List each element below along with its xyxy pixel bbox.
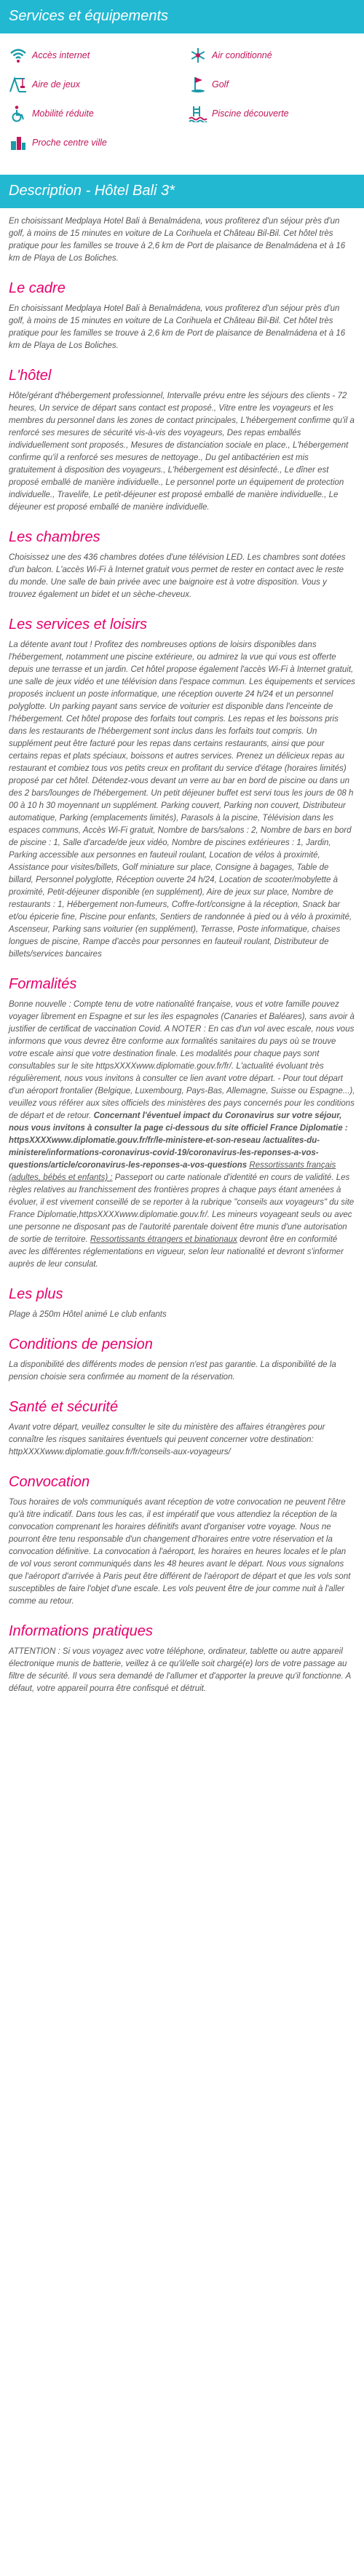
hotel-text: Hôte/gérant d'hébergement professionnel, Intervalle prévu entre les séjours des clients - 72 heures, Un service de départ sans contact est proposé., Vitre entre les voyageurs et les membres du personnel dans les zones de contact principales, L'hébergement confirme qu'il a renforcé ses mesures de sécurité vis-à-vis des voyageurs, Des repas emballés individuellement sont proposés., Mesures de distanciation sociale en place., L'hébergement confirme qu'il a renforcé ses mesures de nettoyage., Du gel antibactérien est mis gratuitement à disposition des voyageurs., L'hébergement est désinfecté., Le dîner est proposé emballé de manière individuelle., Le personnel porte un équipement de protection individuelle., Travelife, Le petit-déjeuner est proposé emballé de manière individuelle., Le déjeuner est proposé emballé de manière individuelle. bbox=[9, 392, 355, 512]
section-title-infos: Informations pratiques bbox=[9, 1623, 153, 1639]
conditions-text: La disponibilité des différents modes de pension n'est pas garantie. La disponibilité de la pension choisie sera confirmée au moment de la réservation. bbox=[9, 1360, 336, 1382]
services-title: Services et équipements bbox=[9, 8, 169, 24]
city-icon bbox=[9, 133, 28, 152]
amenity-label: Air conditionné bbox=[212, 50, 272, 60]
amenity-item bbox=[184, 41, 364, 70]
amenity-item bbox=[4, 128, 184, 157]
intro-text: En choisissant Medplaya Hotel Bali à Benalmádena, vous profiterez d'un séjour près d'un golf, à moins de 15 minutes en voiture de La Corihuela et Château Bil-Bil. Cet hôtel très pratique pour les familles se trouve à 2,6 km de Port de plaisance de Benalmádena et à 16 km de Playa de Los Boliches. bbox=[9, 217, 346, 263]
amenity-label: Golf bbox=[212, 79, 229, 90]
cadre-text: En choisissant Medplaya Hotel Bali à Benalmádena, vous profiterez d'un séjour près d'un golf, à moins de 15 minutes en voiture de La Corihuela et Château Bil-Bil. Cet hôtel très pratique pour les familles se trouve à 2,6 km de Port de plaisance de Benalmádena et à 16 km de Playa de Los Boliches. bbox=[9, 304, 346, 350]
amenity-label: Aire de jeux bbox=[32, 79, 81, 90]
section-title-plus: Les plus bbox=[9, 1286, 63, 1302]
amenity-item bbox=[4, 41, 184, 70]
section-title-hotel: L'hôtel bbox=[9, 368, 52, 384]
wifi-icon bbox=[9, 46, 28, 65]
section-title-formalites: Formalités bbox=[9, 976, 77, 992]
formalites-p3: devront être en conformité avec les différentes réglementations en vigueur, selon leur nationalité et devront s'informer auprès de leur consulat. bbox=[9, 1235, 344, 1269]
section-title-sante: Santé et sécurité bbox=[9, 1399, 119, 1415]
amenity-label: Mobilité réduite bbox=[32, 108, 94, 119]
description-content bbox=[0, 208, 364, 1695]
amenities-list bbox=[0, 33, 364, 162]
amenity-item bbox=[4, 70, 184, 99]
formalites-link-etrangers[interactable]: Ressortissants étrangers et binationaux bbox=[90, 1235, 237, 1244]
formalites-p1: Bonne nouvelle : Compte tenu de votre nationalité française, vous et votre famille pouvez voyager librement en Espagne et sur les iles espagnoles (Canaries et Baléares), sans avoir à justifier de certificat de vaccination Covid. A NOTER : En cas d'un vol avec escale, nous vous informons que vous devrez être conforme aux formalités sanitaires du pays où se trouve votre escale ainsi que votre destination finale. Les modalités pour chaque pays sont consultables sur le site httpsXXXXwww.diplomatie.gouv.fr/fr/. L'actualité évoluant très régulièrement, nous vous invitons à consulter ce lien avant votre départ. - Pour tout départ d'un aéroport frontalier (Belgique, Luxembourg, Pays-Bas, Allemagne, Suisse ou Espagne...), veuillez vous référer aux sites officiels des ministères des pays concernés pour les conditions de départ et de retour. bbox=[9, 1000, 355, 1120]
description-banner bbox=[0, 175, 364, 208]
plus-text: Plage à 250m Hôtel animé Le club enfants bbox=[9, 1310, 167, 1319]
section-title-chambres: Les chambres bbox=[9, 529, 100, 545]
infos-text: ATTENTION : Si vous voyagez avec votre téléphone, ordinateur, tablette ou autre appareil électronique munis de batterie, veillez à ce qu'il/elle soit chargé(e) lors de votre passage au filtre de sécurité. Il vous sera demandé de l'allumer et d'apporter la preuve qu'il fonctionne. A défaut, votre appareil pourra être confisqué et détruit. bbox=[9, 1647, 351, 1693]
sante-text: Avant votre départ, veuillez consulter le site du ministère des affaires étrangères pour connaître les risques sanitaires éventuels qui peuvent concerner votre destination: httpXXXXwww.diplomatie.gouv.fr/fr/conseils-aux-voyageurs/ bbox=[9, 1423, 325, 1457]
services-banner bbox=[0, 0, 364, 33]
loisirs-text: La détente avant tout ! Profitez des nombreuses options de loisirs disponibles dans l'hébergement, notamment une piscine extérieure, ou admirez la vue qui vous est offerte depuis une terrasse et un jardin. Cet hôtel propose également l'accès Wi-Fi à Internet gratuit, une salle de jeux vidéo et une télévision dans l'espace commun. Les équipements et services proposés incluent un poste informatique, une réception ouverte 24 h/24 et un personnel polyglotte. Un parking payant sans service de voiturier est disponible dans l'enceinte de l'hébergement. Cet hôtel propose des forfaits tout compris. Les repas et les boissons pris dans les restaurants de l'hébergement sont inclus dans les forfaits tout compris. Un supplément peut être facturé pour les repas dans certains restaurants, ainsi que pour certains repas et plats spéciaux, boissons et autres services. Prenez un délicieux repas au restaurant et combiez tous vos petits creux en profitant du service d'étage (horaires limités) proposé par cet hôtel. Détendez-vous devant un verre au bar en bord de piscine ou dans un des 2 bars/lounges de l'hébergement. Un petit déjeuner buffet est servi tous les jours de 08 h 00 à 10 h 30 moyennant un supplément. Parking couvert, Parking non couvert, Distributeur automatique, Parking (emplacements limités), Parasols à la piscine, Télévision dans les espaces communs, Accès Wi-Fi gratuit, Nombre de bars/salons : 2, Nombre de bars en bord de piscine : 1, Salle d'arcade/de jeux vidéo, Nombre de piscines extérieures : 1, Jardin, Parking accessible aux personnes en fauteuil roulant, Location de vélos à proximité, Assistance pour visites/billets, Golf miniature sur place, Consigne à bagages, Table de billard, Personnel polyglotte, Réception ouverte 24 h/24, Location de scooter/mobylette à proximité, Petit-déjeuner disponible (en supplément), Aire de jeux sur place, Nombre de restaurants : 1, Hébergement non-fumeurs, Coffre-fort/consigne à la réception, Snack bar et/ou épicerie fine, Piscine pour enfants, Sentiers de randonnée à pied ou à vélo à proximité, Ascenseur, Parking sans voiturier (en supplément), Terrasse, Poste informatique, chaises longues de piscine, Rampe d'accès pour personnes en fauteuil roulant, Distributeur de billets/services bancaires bbox=[9, 641, 355, 959]
chambres-text: Choisissez une des 436 chambres dotées d'une télévision LED. Les chambres sont dotées d'un balcon. L'accès Wi-Fi à Internet gratuit vous permet de rester en contact avec le reste du monde. Une salle de bain privée avec une baignoire est à votre disposition. Vous y trouvez également un bidet et un sèche-cheveux. bbox=[9, 553, 346, 599]
wheelchair-icon bbox=[9, 104, 28, 123]
convocation-text: Tous horaires de vols communiqués avant réception de votre convocation ne peuvent l'être qu'à titre indicatif. Dans tous les cas, il est impératif que vous attendiez la réception de la convocation comprenant les horaires définitifs avant d'organiser votre voyage. Nous ne pourront être tenu responsable d'un changement d'horaires entre votre réservation et la convocation définitive. La convocation à l'aéroport, les horaires en heures locales et le plan de vol vous seront communiqués dans les 48 heures avant le départ. Nous vous signalons que l'aéroport d'arrivée à Paris peut être différent de l'aéroport de départ et que les vols sont susceptibles de faire l'objet d'une escale. Les vols peuvent être de jour comme nuit à l'aller comme au retour. bbox=[9, 1498, 351, 1606]
golf-icon bbox=[189, 75, 207, 94]
amenity-item bbox=[184, 99, 364, 128]
description-title: Description - Hôtel Bali 3* bbox=[9, 183, 175, 199]
formalites-p2: Passeport ou carte nationale d'identité en cours de validité. Les règles relatives au franchissement des frontières propres à chaque pays étant amenées à évoluer, il est vivement conseillé de se reporter à la rubrique "conseils aux voyageurs" du site France Diplomatie,httpsXXXXwww.diplomatie.gouv.fr/. Les mineurs voyageant seuls ou avec une personne ne disposant pas de l'autorité parentale doivent être munis d'une autorisation de sortie de territoire. bbox=[9, 1173, 355, 1244]
amenity-label: Accès internet bbox=[32, 50, 90, 60]
amenity-item bbox=[184, 70, 364, 99]
formalites-coronavirus-note: Concernant l'éventuel impact du Coronavirus sur votre séjour, nous vous invitons à consulter la page ci-dessous du site officiel France Diplomatie : httpsXXXXwww.diplomatie.gouv.fr/fr/le-ministere-et-son-reseau /actualites-du-ministere/informations-coronavirus-covid-19/coronavirus-les-reponses-a-vos-questions/article/coronavirus-les-reponses-a-vos-questions bbox=[9, 1111, 348, 1170]
amenity-item bbox=[4, 99, 184, 128]
formalites-link-ressortissants[interactable]: Ressortissants français (adultes, bébés et enfants) : bbox=[9, 1161, 336, 1182]
section-title-convocation: Convocation bbox=[9, 1474, 90, 1490]
amenity-label: Proche centre ville bbox=[32, 138, 107, 148]
section-title-cadre: Le cadre bbox=[9, 280, 66, 296]
formalites-text bbox=[9, 999, 355, 1271]
section-title-conditions: Conditions de pension bbox=[9, 1336, 153, 1352]
pool-icon bbox=[189, 104, 207, 123]
playground-icon bbox=[9, 75, 28, 94]
snowflake-icon bbox=[189, 46, 207, 65]
section-title-loisirs: Les services et loisirs bbox=[9, 617, 148, 633]
amenity-label: Piscine découverte bbox=[212, 108, 289, 119]
